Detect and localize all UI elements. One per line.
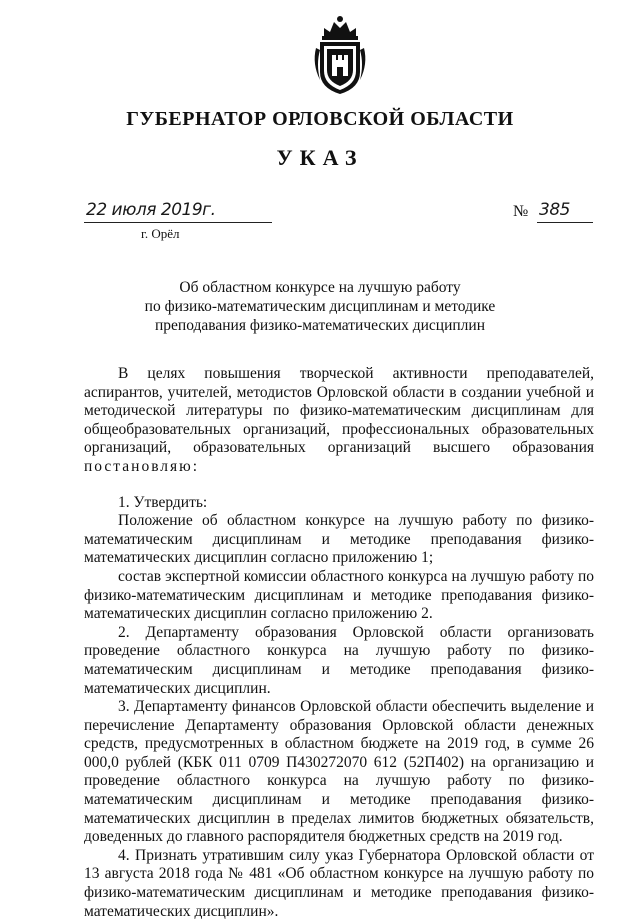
document-body — [84, 365, 594, 921]
preamble-spaced-word: постановляю — [84, 457, 193, 475]
title-line: преподавания физико-математических дисциплин — [154, 317, 486, 334]
preamble-paragraph — [84, 365, 594, 477]
item-1b-paragraph: состав экспертной комиссии областного конкурса на лучшую работу по физико-математическим дисциплинам и методике преподавания физико-математических дисциплин согласно приложению 2. — [84, 567, 594, 623]
date-field — [84, 200, 274, 226]
date-underline — [84, 222, 272, 223]
coat-of-arms-icon — [312, 14, 368, 96]
number-sign: № — [513, 203, 529, 220]
handwritten-number: 385 — [539, 200, 570, 220]
item-1-paragraph: 1. Утвердить: — [118, 493, 208, 511]
title-line: Об областном конкурсе на лучшую работу — [179, 279, 461, 296]
title-line: по физико-математическим дисциплинам и методике — [144, 298, 496, 315]
number-field — [513, 200, 593, 226]
preamble-tail: : — [192, 457, 198, 475]
issuer-heading: ГУБЕРНАТОР ОРЛОВСКОЙ ОБЛАСТИ — [126, 108, 514, 130]
item-2-paragraph: 2. Департаменту образования Орловской области организовать проведение областного конкурса на лучшую работу по физико-математическим дисциплинам и методике преподавания физико-математических дисциплин. — [84, 623, 594, 697]
number-underline — [537, 222, 593, 223]
paragraph-gap — [84, 477, 594, 494]
city-label: г. Орёл — [141, 226, 180, 241]
item-4-paragraph: 4. Признать утратившим силу указ Губернатора Орловской области от 13 августа 2018 года № 481 «Об областном конкурсе на лучшую работу по физико-математическим дисциплинам и методике преподавания физико-математических дисциплин». — [84, 846, 594, 920]
item-3-paragraph: 3. Департаменту финансов Орловской области обеспечить выделение и перечисление Департаменту образования Орловской области денежных средств, предусмотренных в областном бюджете на 2019 год, в сумме 26 000,0 рублей (КБК 011 0709 П430272070 612 (52П402) на организацию и проведение областного конкурса на лучшую работу по физико-математическим дисциплинам и методике преподавания физико-математических дисциплин в пределах лимитов бюджетных обязательств, доведенных до главного распорядителя бюджетных средств на 2019 год. — [84, 698, 594, 846]
item-1a-paragraph: Положение об областном конкурсе на лучшую работу по физико-математическим дисциплинам и методике преподавания физико-математических дисциплин согласно приложению 1; — [84, 512, 594, 567]
handwritten-date: 22 июля 2019г. — [86, 200, 216, 220]
preamble-text: В целях повышения творческой активности преподавателей, аспирантов, учителей, методистов Орловской области в создании учебной и методической литературы по физико-математическим дисциплинам для общеобразовательных организаций, профессиональных образовательных организаций, образовательных организаций высшего образования — [84, 365, 594, 457]
document-type-heading: УКАЗ — [276, 145, 364, 170]
document-title — [60, 278, 580, 335]
